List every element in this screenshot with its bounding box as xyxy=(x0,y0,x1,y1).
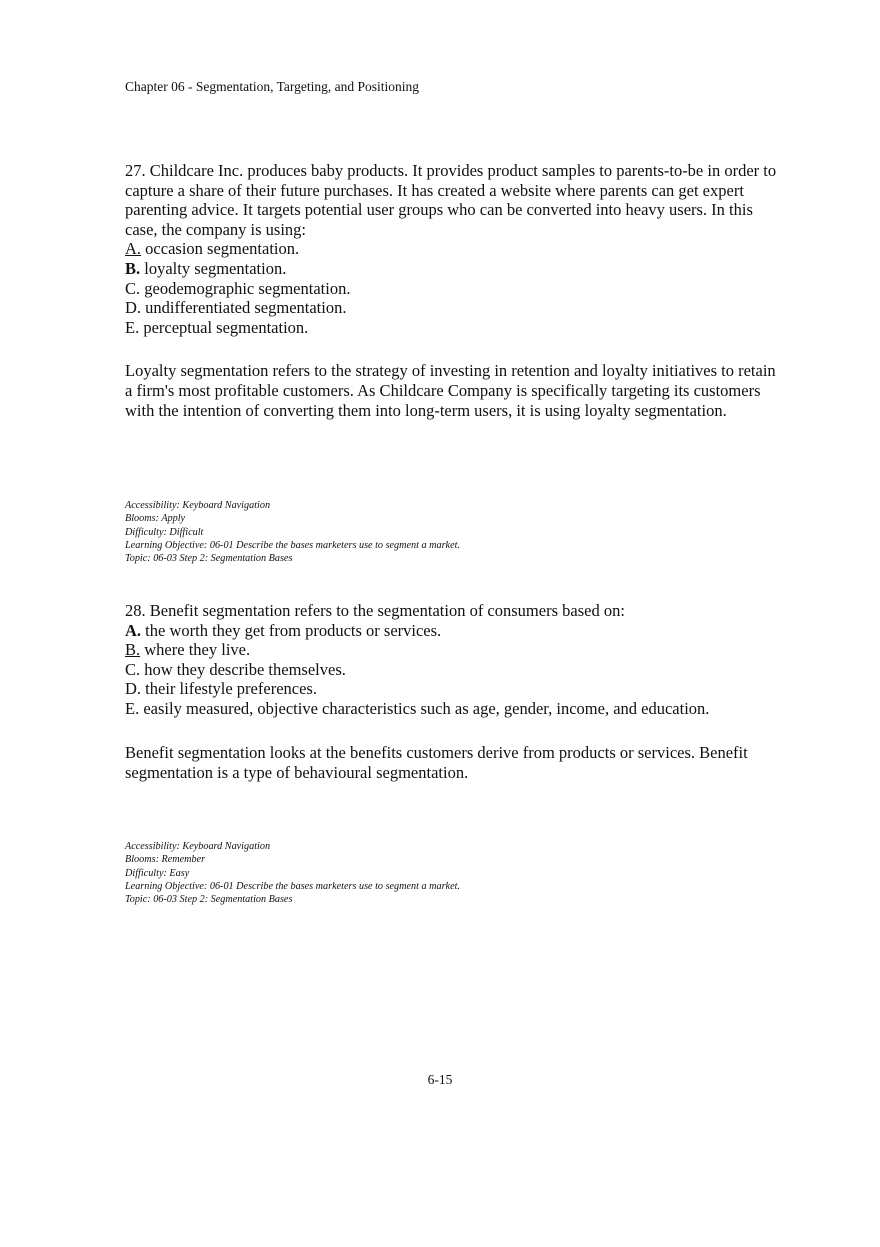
option-text: their lifestyle preferences. xyxy=(145,679,317,699)
question-stem: 27. Childcare Inc. produces baby products. It provides product samples to parents-to-be in order to capture a share of their future purchases. It has created a website where parents can get expert parenting advice. It targets potential user groups who can be converted into heavy users. In this case, the company is using: xyxy=(125,161,777,239)
option-letter: C. xyxy=(125,278,141,298)
option-c xyxy=(125,660,785,680)
chapter-header: Chapter 06 - Segmentation, Targeting, and Positioning xyxy=(125,79,420,94)
option-letter: A. xyxy=(125,239,142,259)
question-metadata xyxy=(125,499,460,565)
option-d xyxy=(125,679,785,699)
option-b xyxy=(125,259,785,279)
page-number: 6-15 xyxy=(427,1072,453,1087)
option-letter: B. xyxy=(125,640,141,660)
option-a xyxy=(125,239,785,259)
meta-blooms: Blooms: Apply xyxy=(125,513,186,525)
option-text: easily measured, objective characteristics such as age, gender, income, and education. xyxy=(143,698,710,718)
meta-learning-objective: Learning Objective: 06-01 Describe the bases marketers use to segment a market. xyxy=(125,539,460,551)
meta-topic: Topic: 06-03 Step 2: Segmentation Bases xyxy=(125,894,293,906)
question-metadata xyxy=(125,840,460,906)
option-text: where they live. xyxy=(144,640,251,660)
question-stem: 28. Benefit segmentation refers to the segmentation of consumers based on: xyxy=(125,601,625,620)
option-letter: E. xyxy=(125,698,140,718)
meta-accessibility: Accessibility: Keyboard Navigation xyxy=(125,841,271,852)
option-b xyxy=(125,640,785,660)
option-letter: B. xyxy=(125,258,141,278)
question-27 xyxy=(125,161,785,337)
option-letter: D. xyxy=(125,679,142,699)
answer-explanation: Loyalty segmentation refers to the strategy of investing in retention and loyalty initiatives to retain a firm's most profitable customers. As Childcare Company is specifically targeting its customers with the intention of converting them into long-term users, it is using loyalty segmentation. xyxy=(125,361,776,420)
option-a xyxy=(125,621,785,641)
option-e xyxy=(125,318,785,338)
meta-topic: Topic: 06-03 Step 2: Segmentation Bases xyxy=(125,553,293,565)
option-text: geodemographic segmentation. xyxy=(144,278,351,298)
option-text: the worth they get from products or services. xyxy=(145,620,442,640)
option-text: loyalty segmentation. xyxy=(144,258,287,278)
meta-blooms: Blooms: Remember xyxy=(125,854,206,866)
option-text: occasion segmentation. xyxy=(145,239,300,259)
meta-difficulty: Difficulty: Easy xyxy=(125,867,190,879)
answer-explanation: Benefit segmentation looks at the benefits customers derive from products or services. Benefit segmentation is a type of behavioural segmentation. xyxy=(125,743,748,782)
option-text: how they describe themselves. xyxy=(144,659,346,679)
option-text: undifferentiated segmentation. xyxy=(145,298,347,318)
question-28 xyxy=(125,601,785,719)
meta-accessibility: Accessibility: Keyboard Navigation xyxy=(125,500,271,511)
meta-learning-objective: Learning Objective: 06-01 Describe the bases marketers use to segment a market. xyxy=(125,880,460,892)
option-text: perceptual segmentation. xyxy=(143,317,309,337)
option-c xyxy=(125,279,785,299)
option-letter: E. xyxy=(125,317,140,337)
option-letter: A. xyxy=(125,620,142,640)
meta-difficulty: Difficulty: Difficult xyxy=(125,526,204,538)
option-letter: D. xyxy=(125,298,142,318)
option-e xyxy=(125,699,785,719)
option-letter: C. xyxy=(125,659,141,679)
option-d xyxy=(125,298,785,318)
